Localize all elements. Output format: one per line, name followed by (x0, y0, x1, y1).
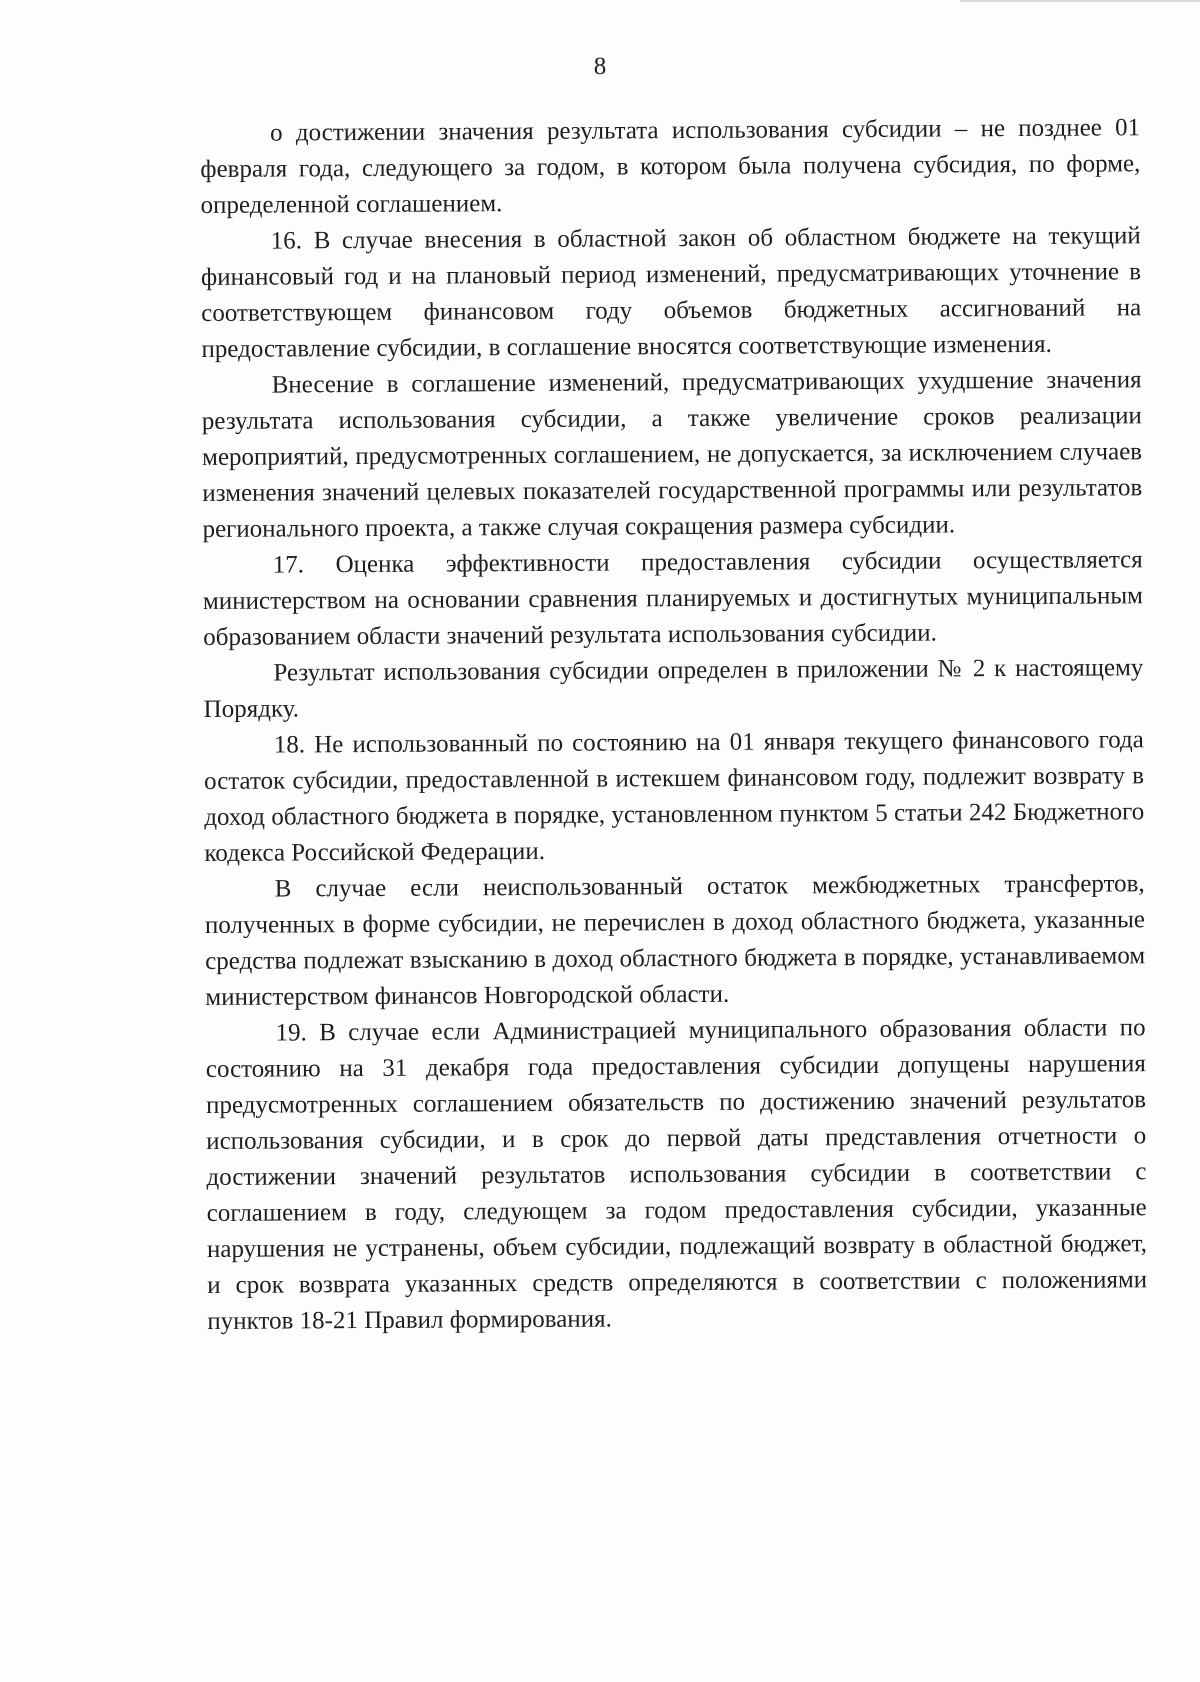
document-body (200, 110, 1147, 1340)
paragraph-16: 16. В случае внесения в областной закон об областном бюджете на текущий финансовый год и на плановый период изменений, предусматривающих уточнение в соответствующем финансовом году объемов бюджетных ассигнований на предоставление субсидии, в соглашение вносятся соответствующие изменения. (200, 222, 1142, 363)
paragraph-result-annex: Результат использования субсидии определен в приложении № 2 к настоящему Порядку. (203, 654, 1144, 723)
paragraph-report-deadline: о достижении значения результата использования субсидии – не позднее 01 февраля года, следующего за годом, в котором была получена субсидия, по форме, определенной соглашением. (200, 114, 1141, 219)
paragraph-18: 18. Не использованный по состоянию на 01 января текущего финансового года остаток субсидии, предоставленной в истекшем финансовом году, подлежит возврату в доход областного бюджета в порядке, установленном пунктом 5 статьи 242 Бюджетного кодекса Российской Федерации. (203, 726, 1145, 867)
paragraph-17: 17. Оценка эффективности предоставления субсидии осуществляется министерством на основании сравнения планируемых и достигнутых муниципальным образованием области значений результата использования субсидии. (202, 546, 1144, 651)
paragraph-recovery: В случае если неиспользованный остаток межбюджетных трансфертов, полученных в форме субсидии, не перечислен в доход областного бюджета, указанные средства подлежат взысканию в доход областного бюджета в порядке, устанавливаемом министерством финансов Новгородской области. (204, 870, 1146, 1011)
scan-edge-mark (960, 0, 1200, 2)
paragraph-amendments: Внесение в соглашение изменений, предусматривающих ухудшение значения результата использования субсидии, а также увеличение сроков реализации мероприятий, предусмотренных соглашением, не допускается, за исключением случаев изменения значений целевых показателей государственной программы или результатов регионального проекта, а также случая сокращения размера субсидии. (201, 366, 1143, 543)
page-number: 8 (593, 53, 607, 80)
paragraph-19: 19. В случае если Администрацией муниципального образования области по состоянию на 31 декабря года предоставления субсидии допущены нарушения предусмотренных соглашением обязательств по достижению значений результатов использования субсидии, и в срок до первой даты представления отчетности о достижении значений результатов использования субсидии в соответствии с соглашением в году, следующем за годом предоставления субсидии, указанные нарушения не устранены, объем субсидии, подлежащий возврату в областной бюджет, и срок возврата указанных средств определяются в соответствии с положениями пунктов 18-21 Правил формирования. (205, 1014, 1148, 1335)
